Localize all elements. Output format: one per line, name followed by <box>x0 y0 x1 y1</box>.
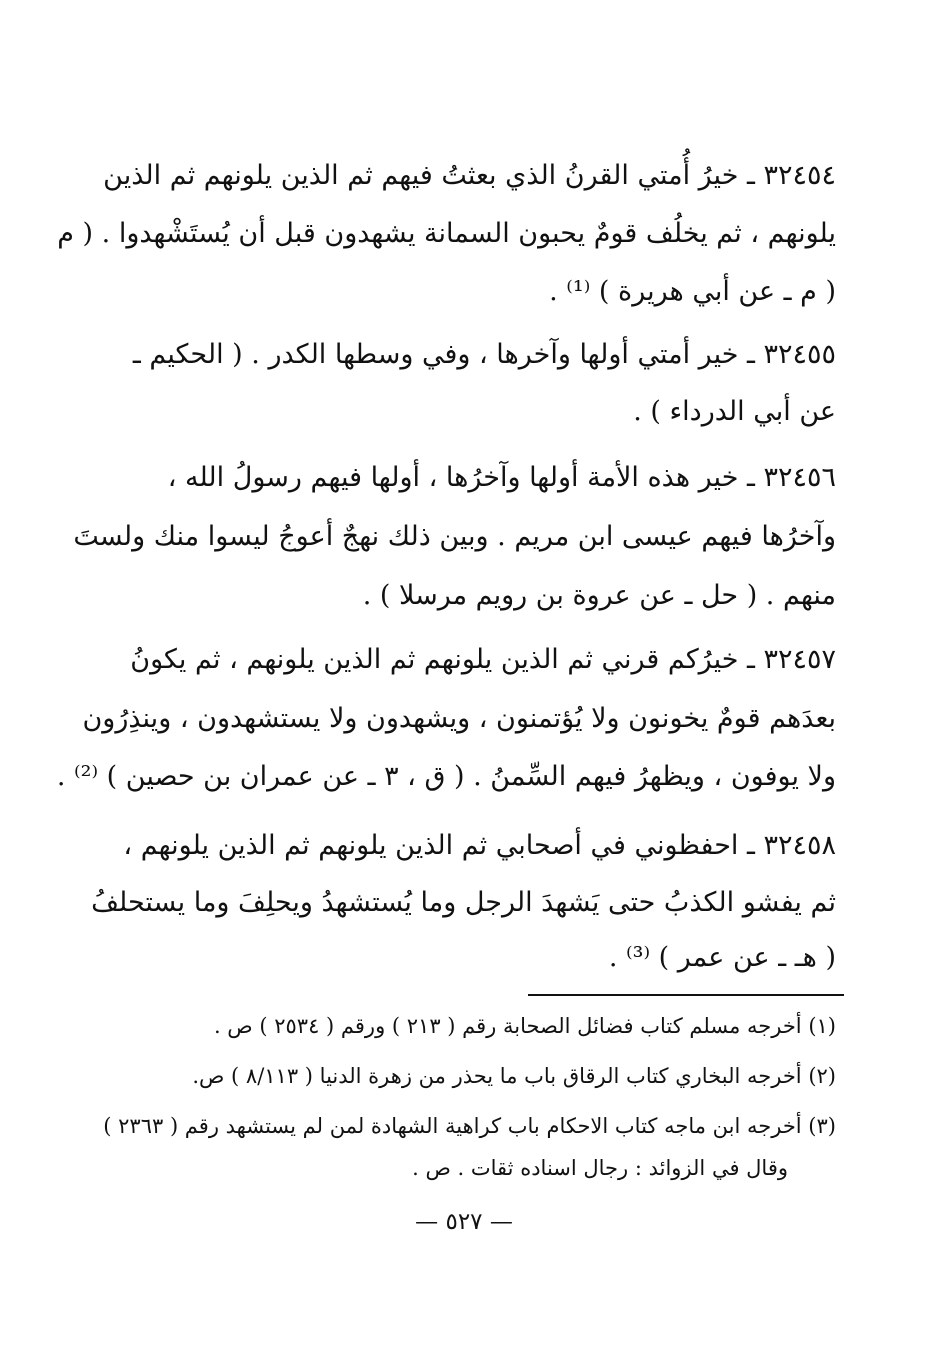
hadith-32456-line-2: وآخرُها فيهم عيسى ابن مريم . وبين ذلك نهجٌ أعوجُ ليسوا منك ولستَ <box>73 521 836 552</box>
hadith-32457-line-3: ولا يوفون ، ويظهرُ فيهم السِّمنُ . ( ق ، ٣ ـ عن عمران بن حصين ) ⁽²⁾ . <box>56 761 836 792</box>
hadith-32456-line-1: ٣٢٤٥٦ ـ خير هذه الأمة أولها وآخرُها ، أولها فيهم رسولُ الله ، <box>167 462 836 493</box>
footnote-3-line-2: وقال في الزوائد : رجال اسناده ثقات . ص . <box>412 1156 788 1180</box>
hadith-32454-line-2: يلونهم ، ثم يخلُف قومٌ يحبون السمانة يشهدون قبل أن يُستَشْهدوا . ( م <box>57 218 836 249</box>
hadith-32458-line-2: ثم يفشو الكذبُ حتى يَشهدَ الرجل وما يُستشهدُ ويحلِفَ وما يستحلفُ <box>91 887 836 918</box>
hadith-32456-line-3: منهم . ( حل ـ عن عروة بن رويم مرسلا ) . <box>362 580 836 611</box>
hadith-32454-line-1: ٣٢٤٥٤ ـ خيرُ أُمتي القرنُ الذي بعثتُ فيهم ثم الذين يلونهم ثم الذين <box>103 160 836 191</box>
footnote-3-line-1: (٣) أخرجه ابن ماجه كتاب الاحكام باب كراهية الشهادة لمن لم يستشهد رقم ( ٢٣٦٣ ) <box>103 1114 836 1138</box>
hadith-32457-line-1: ٣٢٤٥٧ ـ خيرُكم قرني ثم الذين يلونهم ثم الذين يلونهم ، ثم يكونُ <box>130 644 836 675</box>
footnote-separator <box>528 994 844 996</box>
page-number: — ٥٢٧ — <box>415 1209 513 1235</box>
hadith-32455-line-2: عن أبي الدرداء ) . <box>633 396 836 427</box>
hadith-32454-line-3: ( م ـ عن أبي هريرة ) ⁽¹⁾ . <box>549 276 836 307</box>
hadith-32455-line-1: ٣٢٤٥٥ ـ خير أمتي أولها وآخرها ، وفي وسطها الكدر . ( الحكيم ـ <box>132 339 836 370</box>
hadith-32457-line-2: بعدَهم قومٌ يخونون ولا يُؤتمنون ، ويشهدون ولا يستشهدون ، وينذِرُون <box>82 703 836 734</box>
hadith-32458-line-1: ٣٢٤٥٨ ـ احفظوني في أصحابي ثم الذين يلونهم ثم الذين يلونهم ، <box>123 830 836 861</box>
footnote-2: (٢) أخرجه البخاري كتاب الرقاق باب ما يحذر من زهرة الدنيا ( ٨/١١٣ ) ص. <box>192 1064 836 1088</box>
footnote-1: (١) أخرجه مسلم كتاب فضائل الصحابة رقم ( ٢١٣ ) ورقم ( ٢٥٣٤ ) ص . <box>213 1014 836 1038</box>
hadith-32458-line-3: ( هـ ـ عن عمر ) ⁽³⁾ . <box>608 942 836 973</box>
